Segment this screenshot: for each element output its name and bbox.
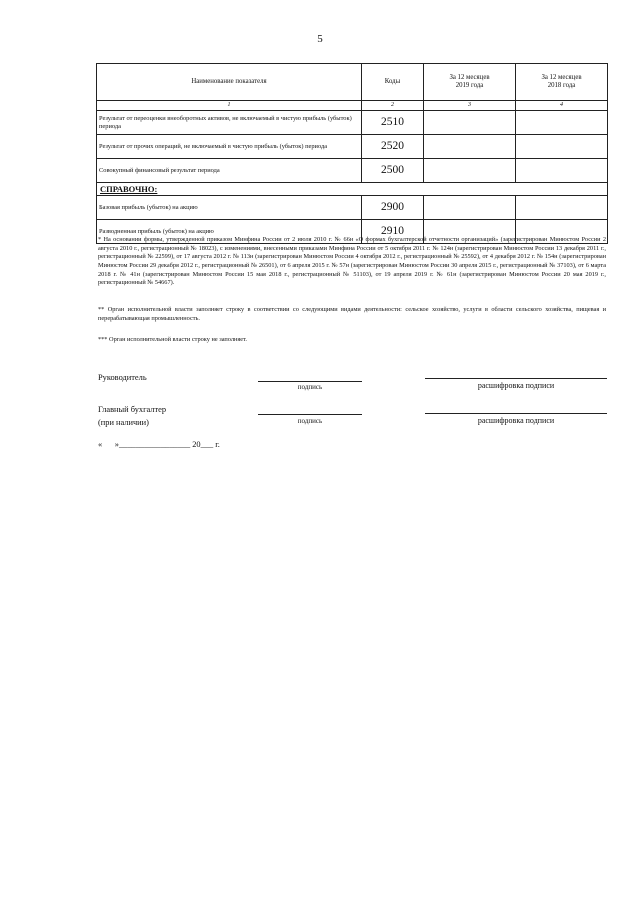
header-indicator-name: Наименование показателя (97, 64, 362, 101)
header-code: Коды (362, 64, 424, 101)
footnote-1: * На основании формы, утвержденной приказом Минфина России от 2 июля 2010 г. № 66н «О формах бухгалтерской отчетности организаций» (зарегистрирован Минюстом России 2 августа 2010 г., регистрационный № 18023), с изменениями, внесенными приказами Минфина России от 5 октября 2011 г. № 124н (зарегистрирован Минюстом России 13 декабря 2011 г., регистрационный № 22599), от 17 августа 2012 г. № 113н (зарегистрирован Минюстом России 4 октября 2012 г., регистрационный № 25592), от 4 декабря 2012 г. № 154н (зарегистрирован Минюстом России 29 декабря 2012 г., регистрационный № 26501), от 6 апреля 2015 г. № 57н (зарегистрирован Минюстом России 30 апреля 2015 г., регистрационный № 37103), от 6 марта 2018 г. № 41н (зарегистрирован Минюстом России 15 мая 2018 г., регистрационный № 51103), от 19 апреля 2019 г. № 61н (зарегистрирован Минюстом России 20 мая 2019 г., регистрационный № 54667). (98, 236, 606, 287)
table-row (97, 159, 608, 183)
column-number: 2 (362, 101, 424, 111)
chief-decoding-line[interactable] (425, 413, 607, 414)
chief-decoding-caption: расшифровка подписи (477, 416, 555, 425)
date-line[interactable]: « »_________________ 20___ г. (98, 440, 220, 449)
indicator-code: 2500 (362, 159, 424, 183)
head-label: Руководитель (98, 373, 147, 382)
column-number: 4 (516, 101, 608, 111)
column-number-row (97, 101, 608, 111)
indicator-name: Совокупный финансовый результат периода (97, 159, 362, 183)
value-current[interactable] (424, 135, 516, 159)
column-number: 3 (424, 101, 516, 111)
chief-signature-line[interactable] (258, 414, 362, 415)
value-prev[interactable] (516, 196, 608, 220)
page-number: 5 (317, 33, 323, 45)
head-signature-line[interactable] (258, 381, 362, 382)
reference-section-row (97, 183, 608, 196)
table-row (97, 196, 608, 220)
value-current[interactable] (424, 196, 516, 220)
indicator-code: 2510 (362, 111, 424, 135)
indicator-name: Разводненная прибыль (убыток) на акцию (97, 220, 362, 244)
financial-results-table (96, 63, 608, 244)
table-row (97, 135, 608, 159)
header-period-prev: За 12 месяцев 2018 года (516, 64, 608, 101)
chief-accountant-label: Главный бухгалтер (98, 405, 167, 414)
head-signature-caption: подпись (297, 383, 323, 391)
footnote-3: *** Орган исполнительной власти строку не заполняет. (98, 336, 247, 343)
chief-accountant-note: (при наличии) (98, 418, 149, 427)
header-period-current: За 12 месяцев 2019 года (424, 64, 516, 101)
value-current[interactable] (424, 159, 516, 183)
table-row (97, 111, 608, 135)
chief-signature-caption: подпись (297, 417, 323, 425)
indicator-code: 2900 (362, 196, 424, 220)
value-current[interactable] (424, 111, 516, 135)
footnote-2: ** Орган исполнительной власти заполняет строку в соответствии со следующими видами деятельности: сельское хозяйство, услуги в области сельского хозяйства, пищевая и перерабатывающая промышленность. (98, 306, 606, 322)
indicator-name: Базовая прибыль (убыток) на акцию (97, 196, 362, 220)
value-prev[interactable] (516, 111, 608, 135)
column-number: 1 (97, 101, 362, 111)
indicator-code: 2910 (362, 220, 424, 244)
head-decoding-line[interactable] (425, 378, 607, 379)
indicator-code: 2520 (362, 135, 424, 159)
table-header-row (97, 64, 608, 101)
value-prev[interactable] (516, 159, 608, 183)
indicator-name: Результат от прочих операций, не включаемый в чистую прибыль (убыток) периода (97, 135, 362, 159)
indicator-name: Результат от переоценки внеоборотных активов, не включаемый в чистую прибыль (убыток) периода (97, 111, 362, 135)
reference-title: СПРАВОЧНО: (97, 183, 608, 196)
value-prev[interactable] (516, 135, 608, 159)
head-decoding-caption: расшифровка подписи (477, 381, 555, 390)
